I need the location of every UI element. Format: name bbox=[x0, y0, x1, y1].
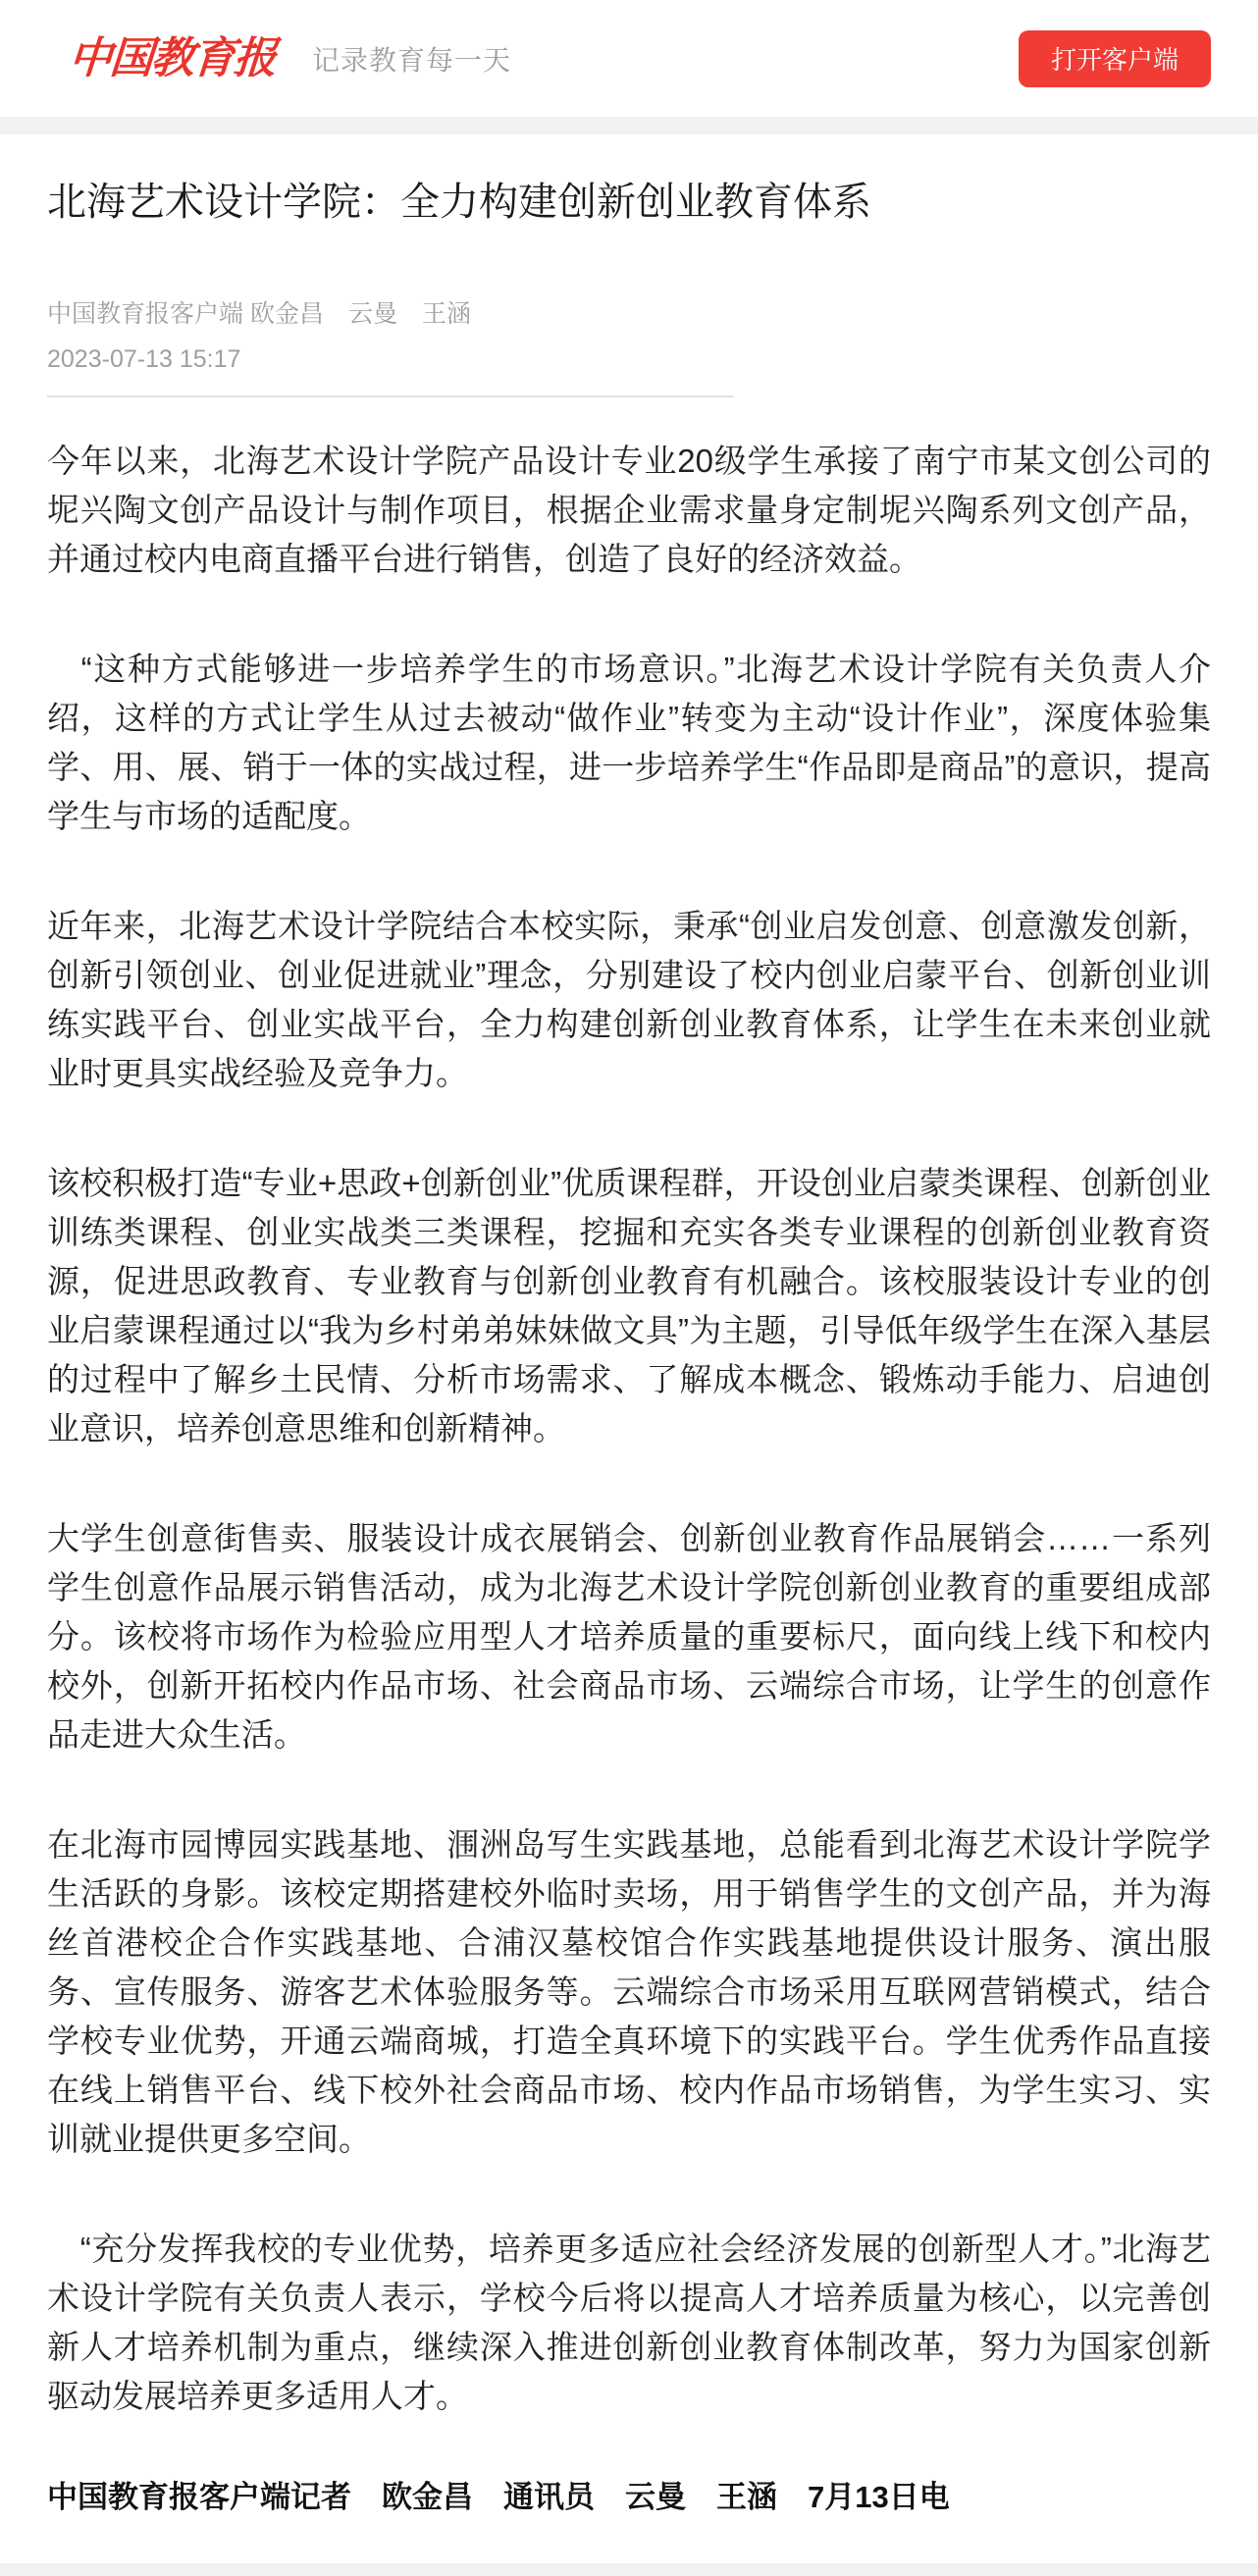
article-title: 北海艺术设计学院：全力构建创新创业教育体系 bbox=[47, 181, 871, 224]
article-paragraph: 在北海市园博园实践基地、涠洲岛写生实践基地，总能看到北海艺术设计学院学生活跃的身影。该校定期搭建校外临时卖场，用于销售学生的文创产品，并为海丝首港校企合作实践基地、合浦汉墓校馆合作实践基地提供设计服务、演出服务、宣传服务、游客艺术体验服务等。云端综合市场采用互联网营销模式，结合学校专业优势，开通云端商城，打造全真环境下的实践平台。学生优秀作品直接在线上销售平台、线下校外社会商品市场、校内作品市场销售，为学生实习、实训就业提供更多空间。 bbox=[47, 1826, 1211, 2157]
reporter-credit-line: 中国教育报客户端记者 欧金昌 通讯员 云曼 王涵 7月13日电 bbox=[47, 2480, 950, 2514]
newspaper-logo[interactable]: 中国教育报 bbox=[67, 32, 277, 83]
publish-timestamp: 2023-07-13 15:17 bbox=[47, 345, 241, 373]
bottom-separator-bar bbox=[0, 2563, 1258, 2576]
header-tagline: 记录教育每一天 bbox=[312, 44, 512, 76]
article-paragraph: 近年来，北海艺术设计学院结合本校实际，秉承“创业启发创意、创意激发创新，创新引领创业、创业促进就业”理念，分别建设了校内创业启蒙平台、创新创业训练实践平台、创业实战平台，全力构建创新创业教育体系，让学生在未来创业就业时更具实战经验及竞争力。 bbox=[47, 908, 1211, 1091]
article-paragraph: 该校积极打造“专业+思政+创新创业”优质课程群，开设创业启蒙类课程、创新创业训练类课程、创业实战类三类课程，挖掘和充实各类专业课程的创新创业教育资源，促进思政教育、专业教育与创新创业教育有机融合。该校服装设计专业的创业启蒙课程通过以“我为乡村弟弟妹妹做文具”为主题，引导低年级学生在深入基层的过程中了解乡土民情、分析市场需求、了解成本概念、锻炼动手能力、启迪创业意识，培养创意思维和创新精神。 bbox=[47, 1165, 1211, 1446]
article-body bbox=[47, 437, 1211, 2421]
header bbox=[0, 0, 1258, 117]
article-paragraph: “这种方式能够进一步培养学生的市场意识。”北海艺术设计学院有关负责人介绍，这样的方式让学生从过去被动“做作业”转变为主动“设计作业”，深度体验集学、用、展、销于一体的实战过程，进一步培养学生“作品即是商品”的意识，提高学生与市场的适配度。 bbox=[47, 651, 1211, 834]
article-paragraph: 大学生创意街售卖、服装设计成衣展销会、创新创业教育作品展销会……一系列学生创意作品展示销售活动，成为北海艺术设计学院创新创业教育的重要组成部分。该校将市场作为检验应用型人才培养质量的重要标尺，面向线上线下和校内校外，创新开拓校内作品市场、社会商品市场、云端综合市场，让学生的创意作品走进大众生活。 bbox=[47, 1520, 1211, 1753]
open-client-button[interactable]: 打开客户端 bbox=[1019, 30, 1211, 87]
article-paragraph: “充分发挥我校的专业优势，培养更多适应社会经济发展的创新型人才。”北海艺术设计学院有关负责人表示，学校今后将以提高人才培养质量为核心，以完善创新人才培养机制为重点，继续深入推进创新创业教育体制改革，努力为国家创新驱动发展培养更多适用人才。 bbox=[47, 2231, 1211, 2414]
byline-divider bbox=[47, 395, 734, 397]
article-paragraph: 今年以来，北海艺术设计学院产品设计专业20级学生承接了南宁市某文创公司的坭兴陶文创产品设计与制作项目，根据企业需求量身定制坭兴陶系列文创产品，并通过校内电商直播平台进行销售，创造了良好的经济效益。 bbox=[47, 443, 1211, 577]
header-separator-bar bbox=[0, 117, 1258, 134]
article bbox=[0, 180, 1258, 2576]
article-byline: 中国教育报客户端 欧金昌 云曼 王涵 bbox=[47, 300, 471, 328]
